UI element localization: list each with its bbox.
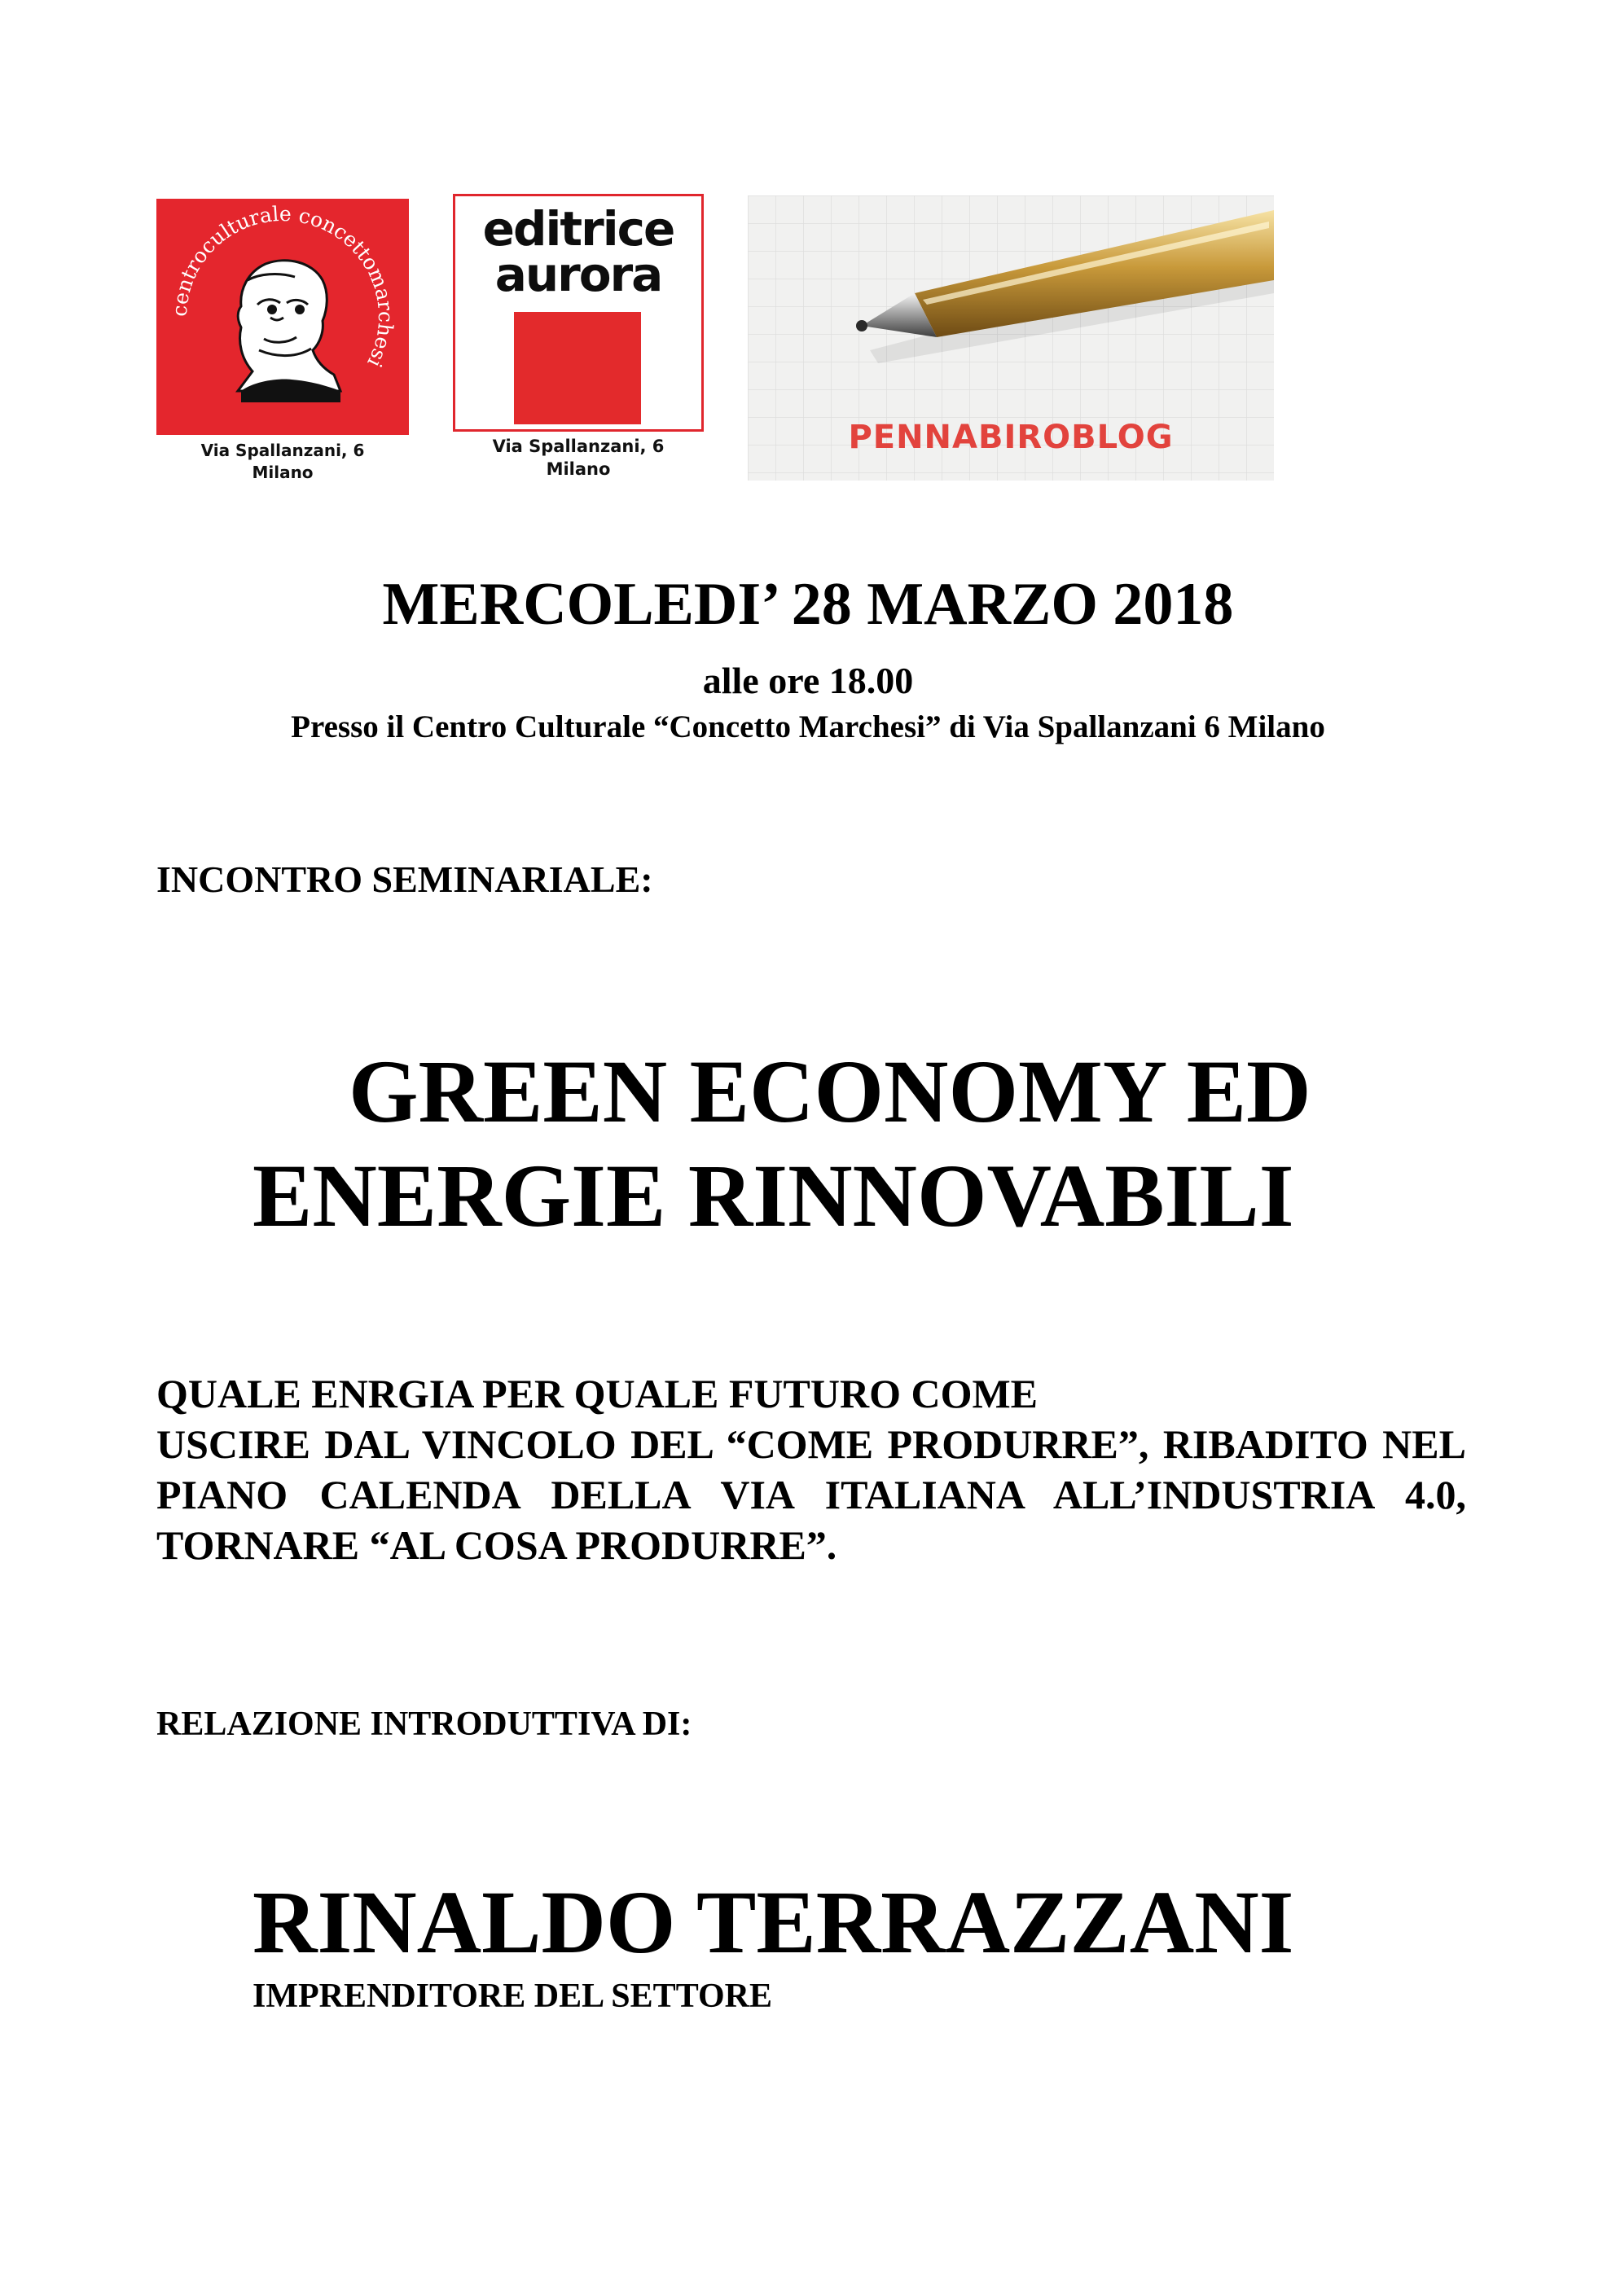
seminar-label: INCONTRO SEMINARIALE: xyxy=(156,858,653,900)
speaker-role: IMPRENDITORE DEL SETTORE xyxy=(253,1978,772,2015)
aurora-address-city: Milano xyxy=(546,459,611,479)
seminar-title-line1: GREEN ECONOMY ED xyxy=(349,1042,1311,1141)
seminar-question xyxy=(156,1368,1466,1570)
aurora-red-square-icon xyxy=(514,312,641,424)
logo-editrice-aurora xyxy=(453,194,704,487)
aurora-logo-title xyxy=(455,201,701,302)
event-date: MERCOLEDI’ 28 MARZO 2018 xyxy=(382,571,1234,638)
logo-centro-culturale-marchesi xyxy=(156,199,409,488)
event-time: alle ore 18.00 xyxy=(702,660,914,701)
event-venue: Presso il Centro Culturale “Concetto Marchesi” di Via Spallanzani 6 Milano xyxy=(291,709,1325,744)
marchesi-address-city: Milano xyxy=(252,463,314,482)
speaker-name: RINALDO TERRAZZANI xyxy=(253,1872,1294,1972)
marchesi-address xyxy=(156,440,409,484)
marchesi-address-street: Via Spallanzani, 6 xyxy=(200,441,365,460)
seminar-title-line2: ENERGIE RINNOVABILI xyxy=(253,1146,1294,1245)
speaker-intro-label: RELAZIONE INTRODUTTIVA DI: xyxy=(156,1706,692,1743)
aurora-title-line1: editrice xyxy=(482,201,674,257)
pennabiroblog-text: PENNABIROBLOG xyxy=(848,419,1174,456)
aurora-title-line2: aurora xyxy=(494,247,662,302)
seminar-question-body: USCIRE DAL VINCOLO DEL “COME PRODURRE”, RIBADITO NEL PIANO CALENDA DELLA VIA ITALIANA ALL’INDUSTRIA 4.0, TORNARE “AL COSA PRODURRE”. xyxy=(156,1421,1466,1568)
marchesi-logo-image xyxy=(156,199,409,435)
aurora-logo-box xyxy=(453,194,704,432)
aurora-address-street: Via Spallanzani, 6 xyxy=(492,437,665,456)
marchesi-portrait-icon xyxy=(156,199,409,435)
logo-pennabiroblog xyxy=(748,195,1274,481)
marchesi-ring-text: centroculturale concettomarchesi xyxy=(167,201,398,371)
seminar-question-first-line: QUALE ENRGIA PER QUALE FUTURO COME xyxy=(156,1371,1039,1416)
aurora-address xyxy=(453,435,704,481)
